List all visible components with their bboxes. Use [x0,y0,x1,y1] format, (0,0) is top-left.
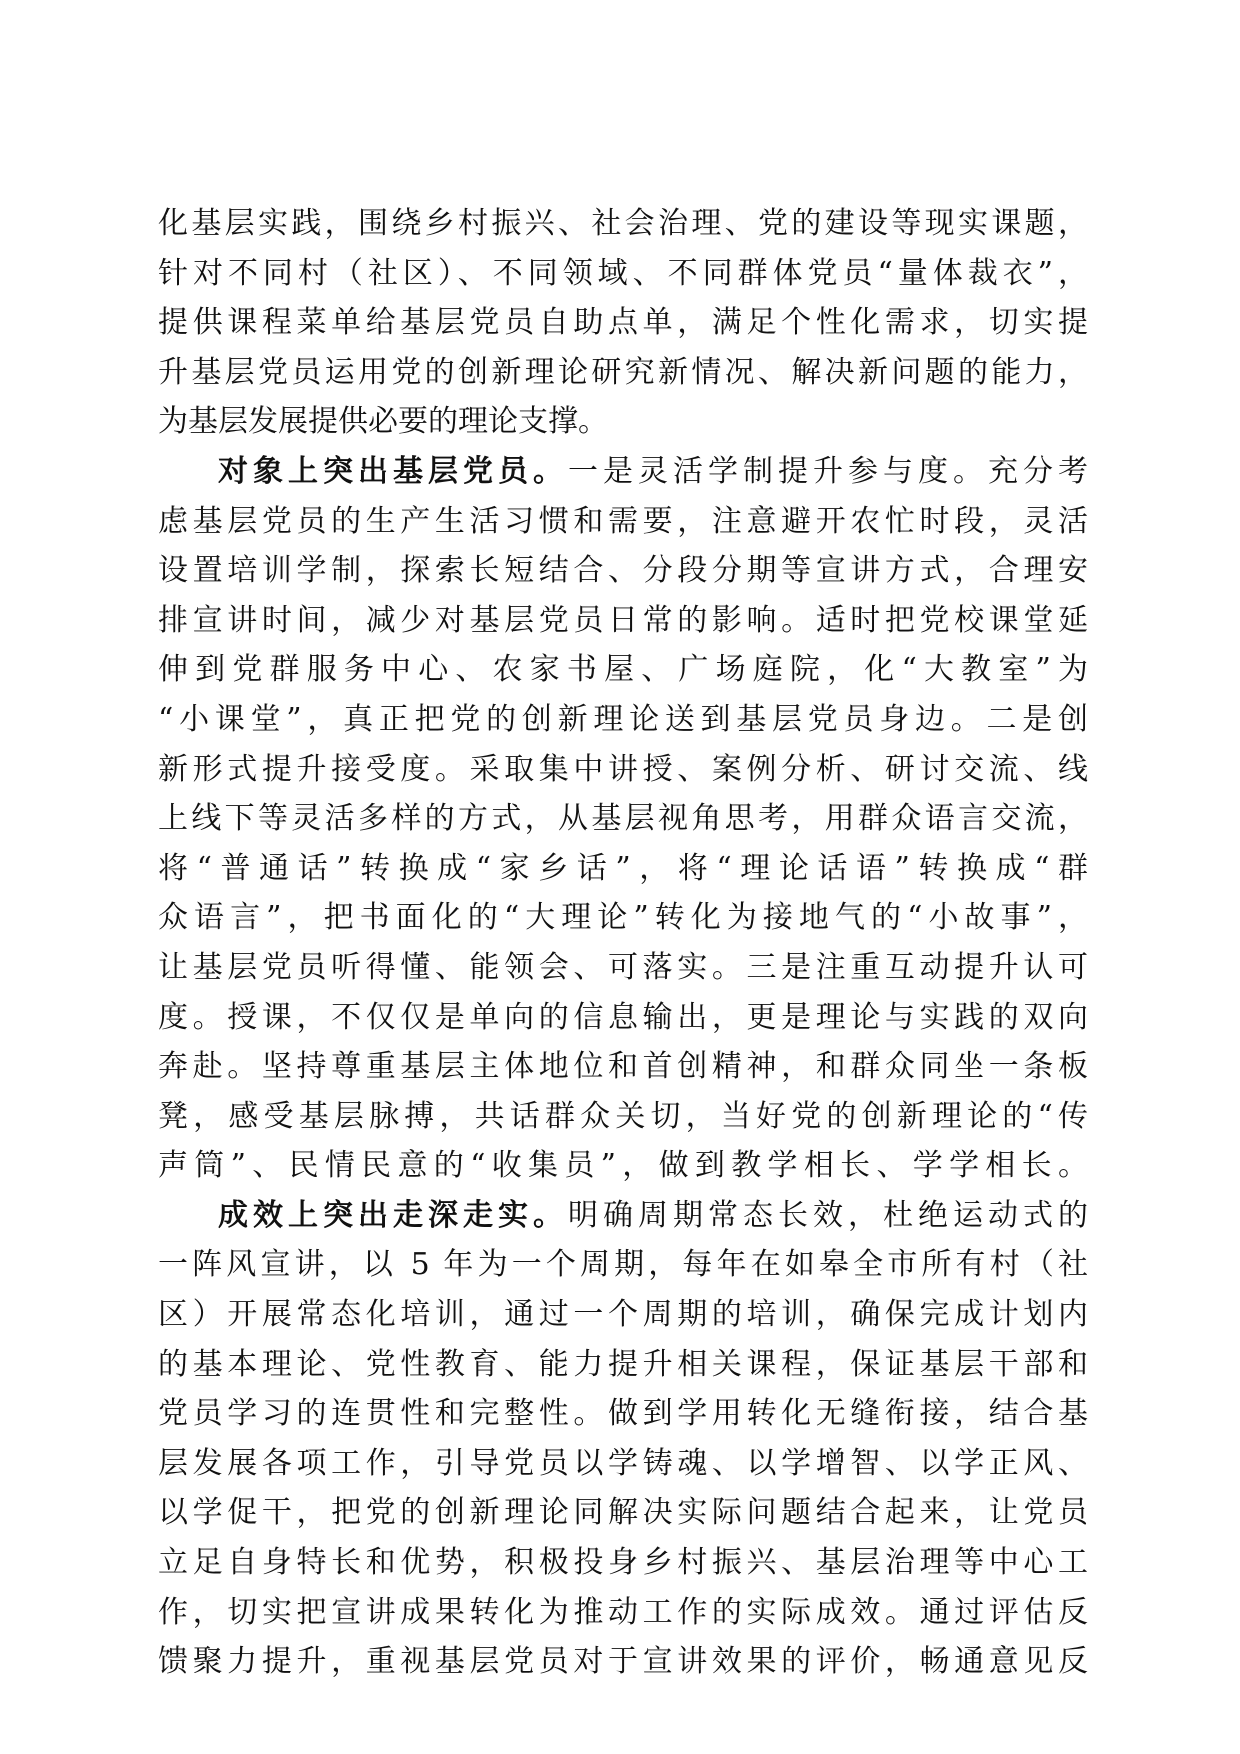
paragraph-line: 区）开展常态化培训，通过一个周期的培训，确保完成计划内 [158,1297,1088,1333]
paragraph-line: 馈聚力提升，重视基层党员对于宣讲效果的评价，畅通意见反 [158,1644,1088,1680]
paragraph-line: 声筒”、民情民意的“收集员”，做到教学相长、学学相长。 [158,1148,1088,1184]
paragraph-2 [158,447,1088,1191]
paragraph-line: 作，切实把宣讲成果转化为推动工作的实际成效。通过评估反 [158,1594,1088,1630]
paragraph-line: 一阵风宣讲，以 5 年为一个周期，每年在如皋全市所有村（社 [158,1247,1088,1283]
paragraph-line: 上线下等灵活多样的方式，从基层视角思考，用群众语言交流， [158,801,1088,837]
paragraph-line: 将“普通话”转换成“家乡话”，将“理论话语”转换成“群 [158,850,1088,886]
paragraph-line: 设置培训学制，探索长短结合、分段分期等宣讲方式，合理安 [158,553,1088,589]
paragraph-line: 针对不同村（社区）、不同领域、不同群体党员“量体裁衣”， [158,255,1088,291]
paragraph-line: 升基层党员运用党的创新理论研究新情况、解决新问题的能力， [158,354,1088,390]
paragraph-line: 让基层党员听得懂、能领会、可落实。三是注重互动提升认可 [158,949,1088,985]
paragraph-lead-heading: 成效上突出走深走实。 [218,1197,568,1233]
paragraph-first-line [158,1191,1088,1241]
paragraph-line: “小课堂”，真正把党的创新理论送到基层党员身边。二是创 [158,701,1088,737]
paragraph-line: 党员学习的连贯性和完整性。做到学用转化无缝衔接，结合基 [158,1396,1088,1432]
paragraph-line: 众语言”，把书面化的“大理论”转化为接地气的“小故事”， [158,900,1088,936]
paragraph-line: 奔赴。坚持尊重基层主体地位和首创精神，和群众同坐一条板 [158,1049,1088,1085]
paragraph-line: 度。授课，不仅仅是单向的信息输出，更是理论与实践的双向 [158,999,1088,1035]
paragraph-line: 为基层发展提供必要的理论支撑。 [158,404,608,440]
paragraph-line: 立足自身特长和优势，积极投身乡村振兴、基层治理等中心工 [158,1545,1088,1581]
paragraph-line: 的基本理论、党性教育、能力提升相关课程，保证基层干部和 [158,1346,1088,1382]
paragraph-line: 伸到党群服务中心、农家书屋、广场庭院，化“大教室”为 [158,652,1088,688]
paragraph-3 [158,1191,1088,1687]
paragraph-line: 以学促干，把党的创新理论同解决实际问题结合起来，让党员 [158,1495,1088,1531]
paragraph-line: 排宣讲时间，减少对基层党员日常的影响。适时把党校课堂延 [158,602,1088,638]
paragraph-line: 凳，感受基层脉搏，共话群众关切，当好党的创新理论的“传 [158,1098,1088,1134]
paragraph-line: 层发展各项工作，引导党员以学铸魂、以学增智、以学正风、 [158,1445,1088,1481]
paragraph-line: 提供课程菜单给基层党员自助点单，满足个性化需求，切实提 [158,305,1088,341]
paragraph-line: 新形式提升接受度。采取集中讲授、案例分析、研讨交流、线 [158,751,1088,787]
paragraph-first-line-text: 一是灵活学制提升参与度。充分考 [568,453,1088,489]
paragraph-first-line [158,447,1088,497]
paragraph-lead-heading: 对象上突出基层党员。 [218,453,568,489]
paragraph-first-line-text: 明确周期常态长效，杜绝运动式的 [568,1197,1088,1233]
paragraph-line: 化基层实践，围绕乡村振兴、社会治理、党的建设等现实课题， [158,206,1088,241]
paragraph-line: 虑基层党员的生产生活习惯和需要，注意避开农忙时段，灵活 [158,503,1088,539]
paragraph-1 [158,199,1088,447]
document-body [158,199,1088,1687]
